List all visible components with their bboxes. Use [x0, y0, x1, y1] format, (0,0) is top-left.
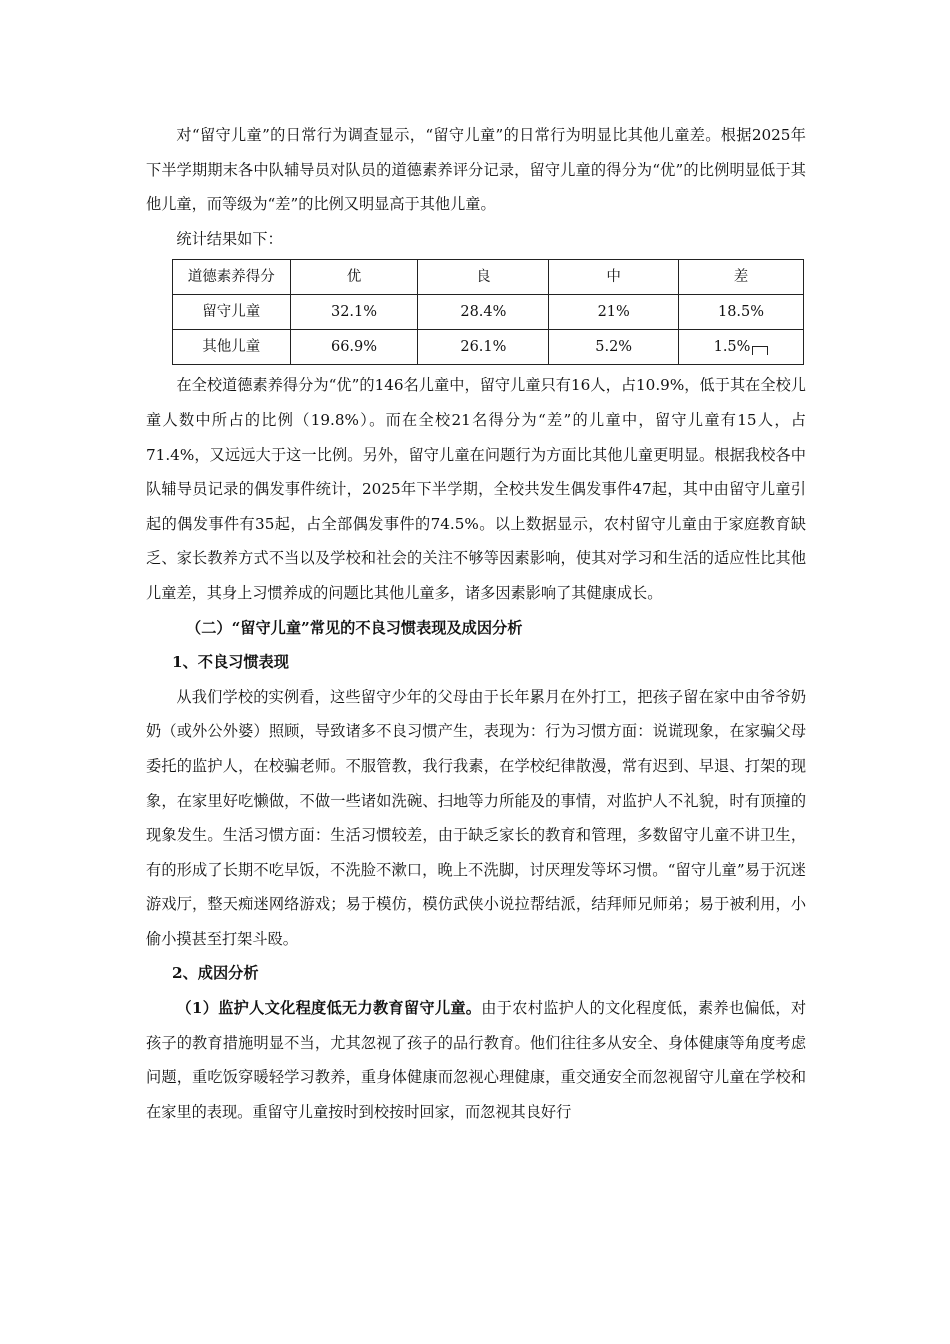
table-header-cell: 优 [290, 260, 418, 295]
table-cell: 5.2% [549, 330, 679, 365]
table-cell-with-mark [679, 330, 804, 365]
paragraph-survey-intro: 对“留守儿童”的日常行为调查显示，“留守儿童”的日常行为明显比其他儿童差。根据2025年下半学期期末各中队辅导员对队员的道德素养评分记录，留守儿童的得分为“优”的比例明显低于其他儿童，而等级为“差”的比例又明显高于其他儿童。 [146, 126, 806, 214]
paragraph-stats-analysis: 在全校道德素养得分为“优”的146名儿童中，留守儿童只有16人，占10.9%，低于其在全校儿童人数中所占的比例（19.8%）。而在全校21名得分为“差”的儿童中，留守儿童有15人，占71.4%，又远远大于这一比例。另外，留守儿童在问题行为方面比其他儿童更明显。根据我校各中队辅导员记录的偶发事件统计，2025年下半学期，全校共发生偶发事件47起，其中由留守儿童引起的偶发事件有35起，占全部偶发事件的74.5%。以上数据显示，农村留守儿童由于家庭教育缺乏、家长教养方式不当以及学校和社会的关注不够等因素影响，使其对学习和生活的适应性比其他儿童差，其身上习惯养成的问题比其他儿童多，诸多因素影响了其健康成长。 [146, 376, 806, 602]
table-cell: 28.4% [418, 295, 549, 330]
paragraph-cause-analysis [146, 991, 806, 1129]
table-cell: 留守儿童 [173, 295, 291, 330]
paragraph-bad-habits: 从我们学校的实例看，这些留守少年的父母由于长年累月在外打工，把孩子留在家中由爷爷奶奶（或外公外婆）照顾，导致诸多不良习惯产生，表现为：行为习惯方面：说谎现象，在家骗父母委托的监护人，在校骗老师。不服管教，我行我素，在学校纪律散漫，常有迟到、早退、打架的现象，在家里好吃懒做，不做一些诸如洗碗、扫地等力所能及的事情，对监护人不礼貌，时有顶撞的现象发生。生活习惯方面：生活习惯较差，由于缺乏家长的教育和管理，多数留守儿童不讲卫生，有的形成了长期不吃早饭，不洗脸不漱口，晚上不洗脚，讨厌理发等坏习惯。“留守儿童”易于沉迷游戏厅，整天痴迷网络游戏；易于模仿，模仿武侠小说拉帮结派，结拜师兄师弟；易于被利用，小偷小摸甚至打架斗殴。 [146, 687, 806, 948]
table-cell: 66.9% [290, 330, 418, 365]
table-cell: 18.5% [679, 295, 804, 330]
paragraph-stats-lead: 统计结果如下： [176, 229, 283, 248]
table-cell: 21% [549, 295, 679, 330]
table-cell: 32.1% [290, 295, 418, 330]
table-end-mark-icon [752, 346, 768, 355]
table-header-cell: 道德素养得分 [173, 260, 291, 295]
table-row [173, 330, 804, 365]
subsection-heading: 1、不良习惯表现 [172, 653, 289, 672]
table-cell-value: 1.5% [713, 339, 751, 356]
subsection-heading: 2、成因分析 [172, 964, 259, 983]
document-body [146, 118, 806, 1129]
moral-score-table [172, 259, 804, 365]
table-cell: 其他儿童 [173, 330, 291, 365]
paragraph-body-text: 由于农村监护人的文化程度低，素养也偏低，对孩子的教育措施明显不当，尤其忽视了孩子的品行教育。他们往往多从安全、身体健康等角度考虑问题，重吃饭穿暖轻学习教养，重身体健康而忽视心理健康，重交通安全而忽视留守儿童在学校和在家里的表现。重留守儿童按时到校按时回家，而忽视其良好行 [146, 999, 807, 1121]
table-header-cell: 中 [549, 260, 679, 295]
table-cell: 26.1% [418, 330, 549, 365]
paragraph-lead-text: （1）监护人文化程度低无力教育留守儿童。 [176, 999, 482, 1018]
table-header-cell: 差 [679, 260, 804, 295]
section-heading: （二）“留守儿童”常见的不良习惯表现及成因分析 [186, 618, 523, 637]
table-header-cell: 良 [418, 260, 549, 295]
table-header-row [173, 260, 804, 295]
table-row [173, 295, 804, 330]
